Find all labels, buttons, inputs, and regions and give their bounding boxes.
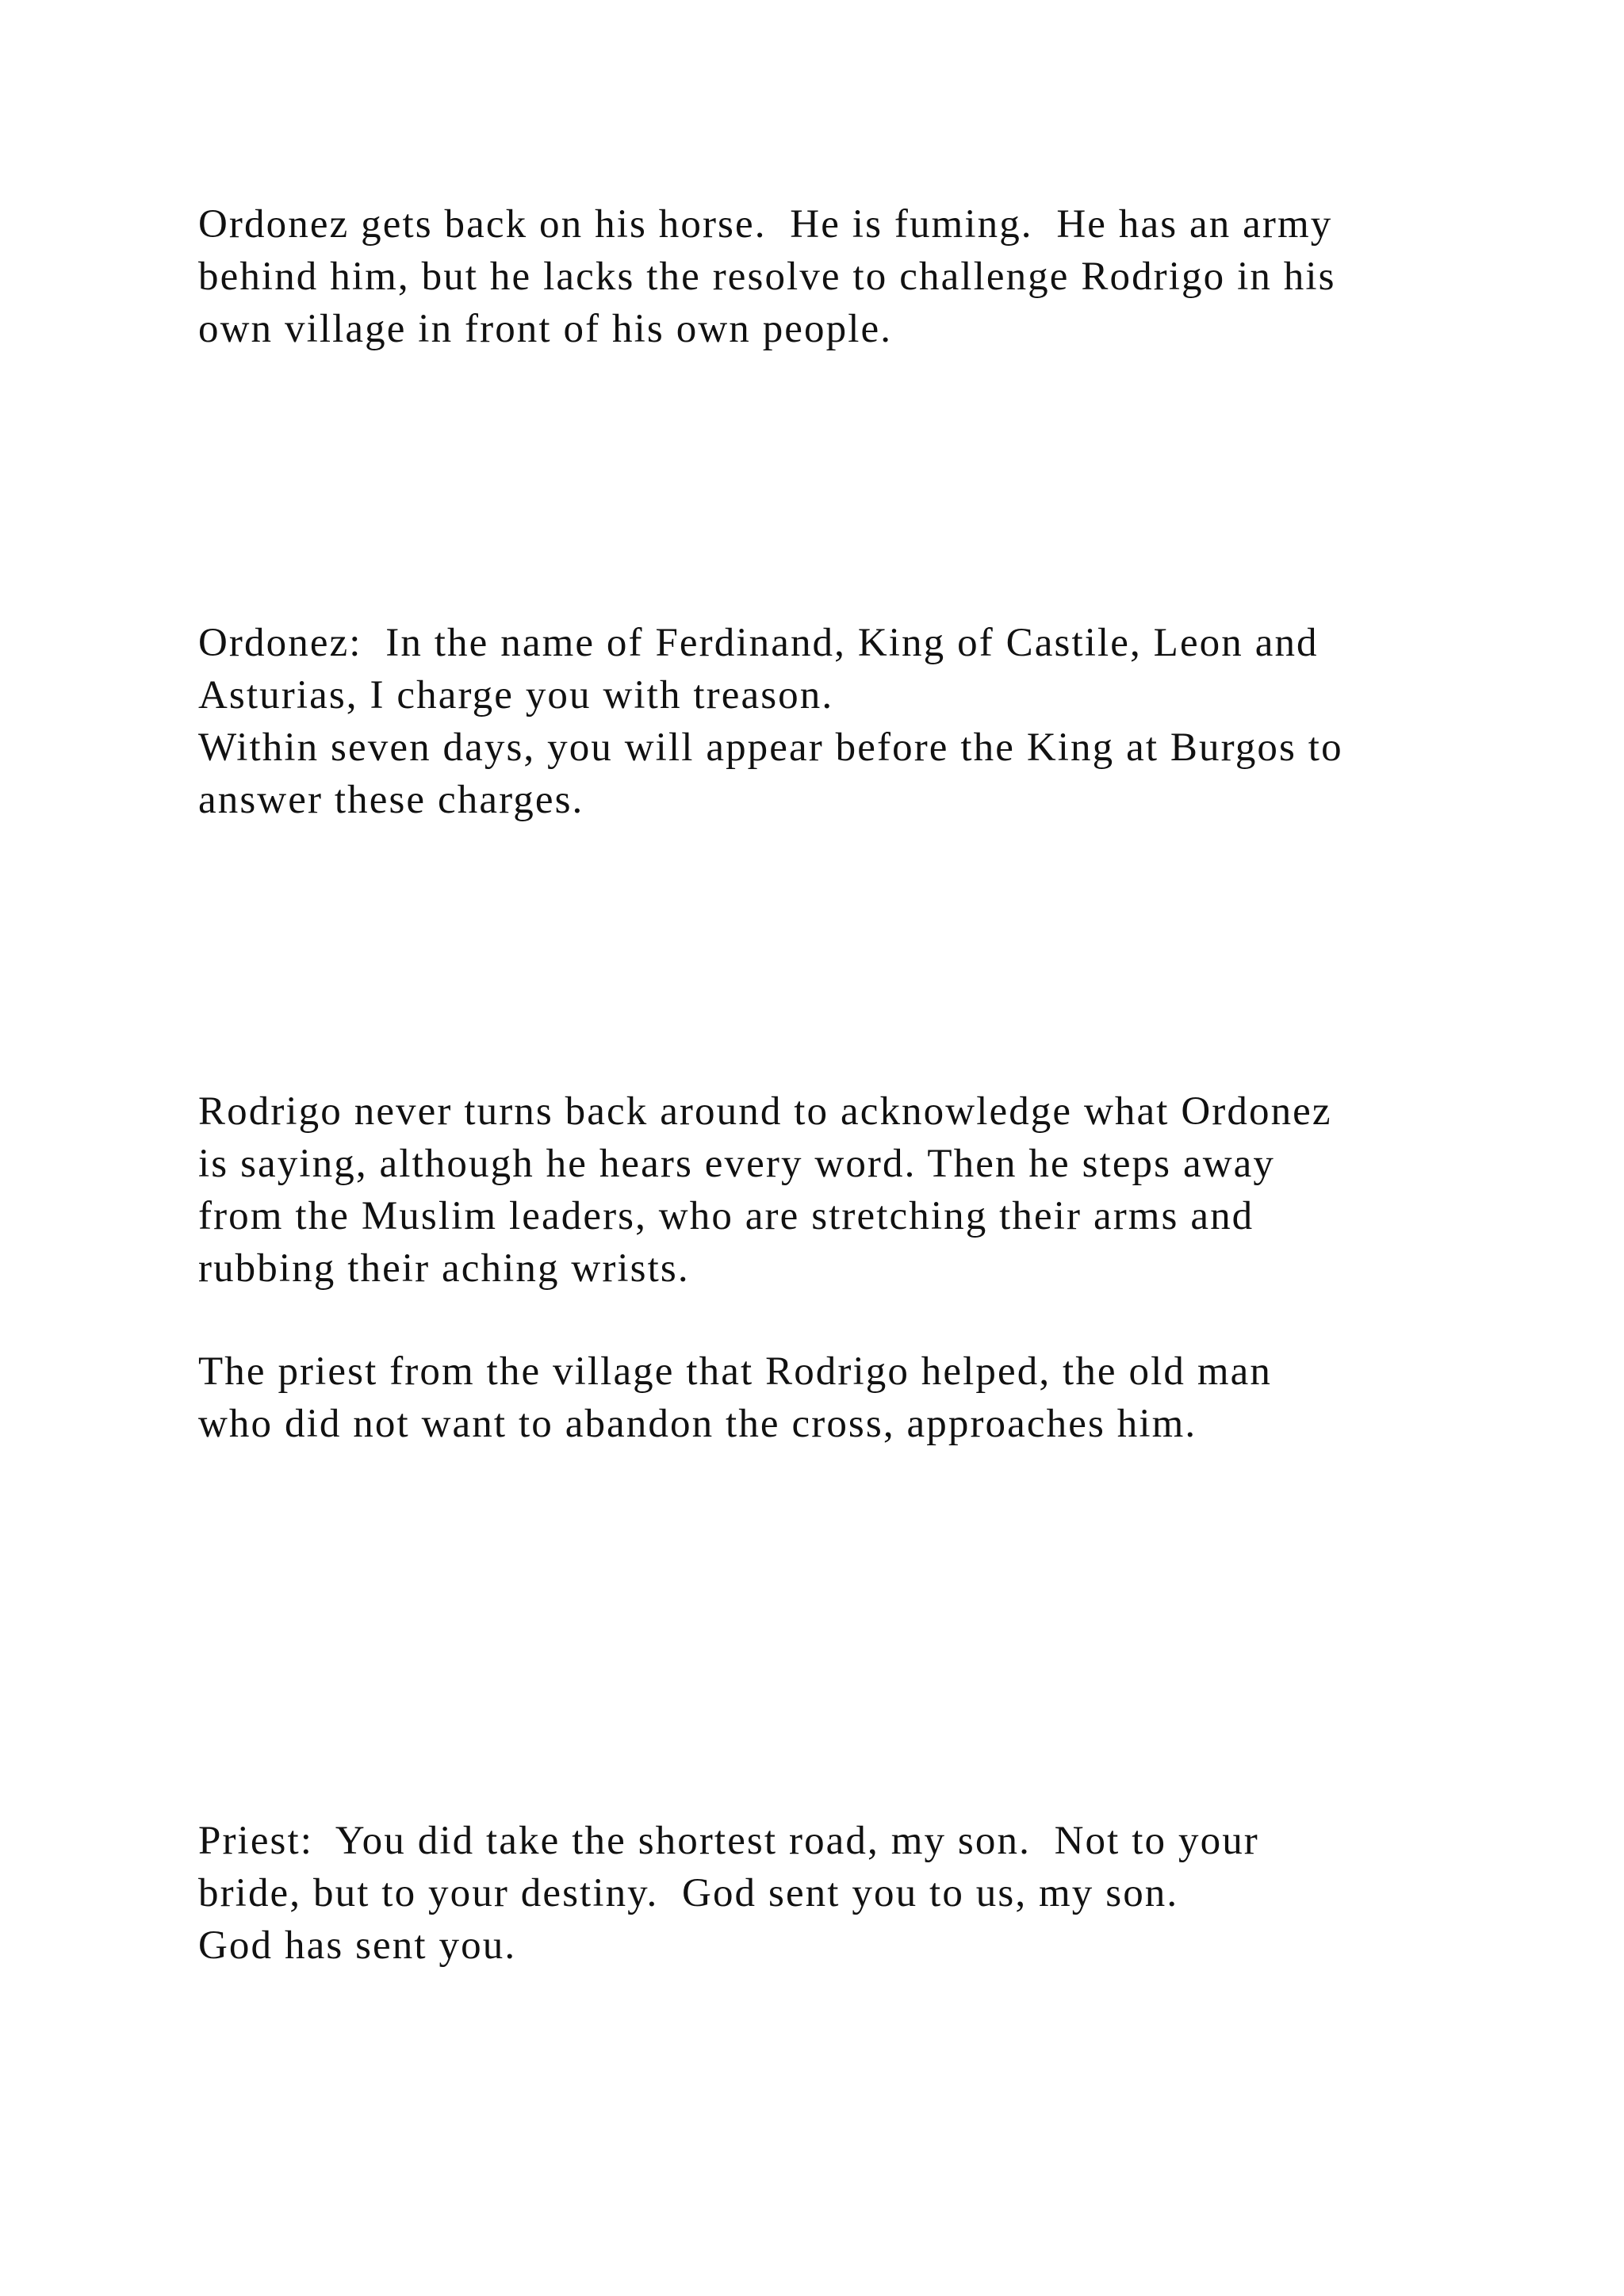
text-line: Within seven days, you will appear before the King at Burgos to [198,725,1343,770]
paragraph-ordonez-mounts [198,198,1483,355]
text-line: is saying, although he hears every word. Then he steps away [198,1142,1275,1186]
text-line: answer these charges. [198,778,584,822]
text-line: who did not want to abandon the cross, approaches him. [198,1402,1197,1446]
text-line: from the Muslim leaders, who are stretching their arms and [198,1194,1254,1238]
text-line: Rodrigo never turns back around to acknowledge what Ordonez [198,1089,1332,1134]
text-line: own village in front of his own people. [198,307,893,351]
text-line: rubbing their aching wrists. [198,1246,690,1291]
paragraph-priest-speaks [198,1815,1483,1972]
text-line: Priest: You did take the shortest road, my son. Not to your [198,1819,1259,1863]
text-line: Asturias, I charge you with treason. [198,673,834,718]
paragraph-priest-approaches [198,1345,1483,1450]
text-line: behind him, but he lacks the resolve to challenge Rodrigo in his [198,254,1336,299]
paragraph-ordonez-charge [198,617,1483,826]
text-line: The priest from the village that Rodrigo helped, the old man [198,1349,1272,1394]
text-line: bride, but to your destiny. God sent you to us, my son. [198,1871,1179,1915]
paragraph-rodrigo-steps-away [198,1085,1483,1295]
text-line: Ordonez: In the name of Ferdinand, King of Castile, Leon and [198,621,1319,665]
text-line: God has sent you. [198,1923,517,1968]
text-line: Ordonez gets back on his horse. He is fuming. He has an army [198,202,1333,247]
